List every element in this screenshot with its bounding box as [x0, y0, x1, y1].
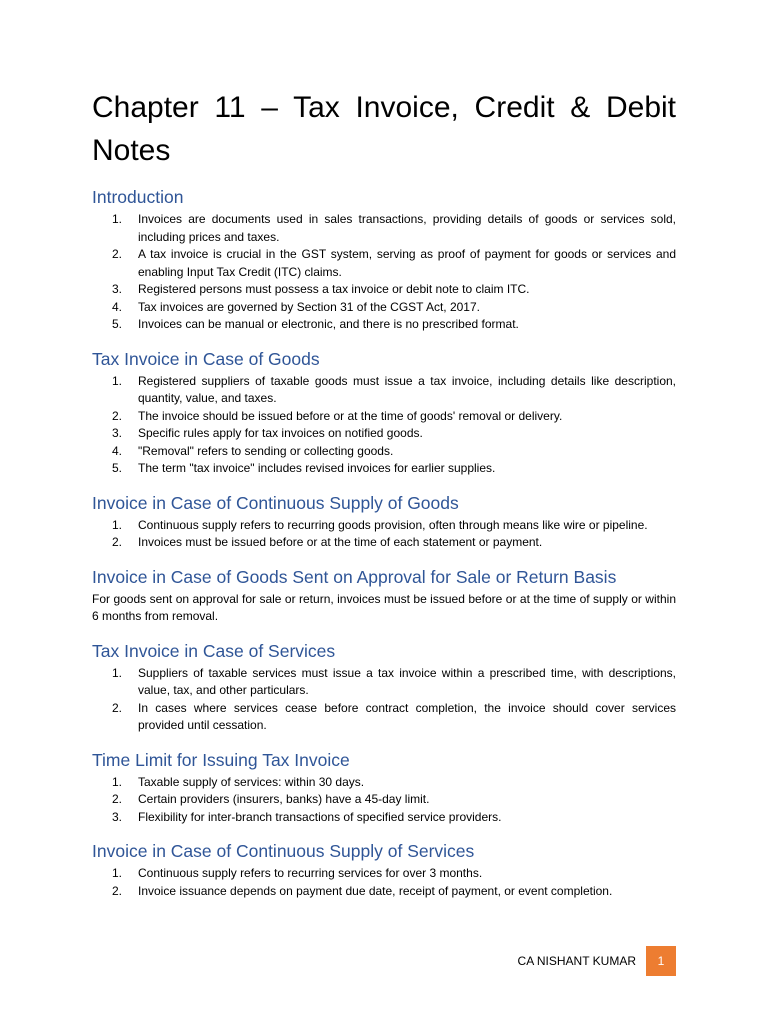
list-item: 4. Tax invoices are governed by Section 31 of the CGST Act, 2017.: [112, 299, 480, 314]
list-item: 2. Invoices must be issued before or at the time of each statement or payment.: [112, 535, 543, 549]
section-heading: Invoice in Case of Continuous Supply of Services: [92, 841, 475, 861]
section-heading: Time Limit for Issuing Tax Invoice: [92, 749, 350, 770]
list-item: 2. In cases where services cease before contract completion, the invoice should cover services provided until cessation.: [112, 700, 676, 732]
list-item: 2. A tax invoice is crucial in the GST system, serving as proof of payment for goods or services and enabling Input Tax Credit (ITC) claims.: [112, 247, 676, 279]
numbered-list: [92, 774, 676, 827]
numbered-list: [92, 665, 676, 735]
list-item: 2. The invoice should be issued before or at the time of goods' removal or delivery.: [112, 408, 563, 423]
list-item: 1. Continuous supply refers to recurring goods provision, often through means like wire or pipeline.: [112, 517, 648, 532]
section-paragraph: For goods sent on approval for sale or return, invoices must be issued before or at the time of supply or within 6 months from removal.: [92, 591, 676, 623]
list-item: 1. Registered suppliers of taxable goods must issue a tax invoice, including details like description, quantity, value, and taxes.: [112, 373, 676, 405]
section-continuous-supply-services: [92, 840, 676, 900]
numbered-list: [92, 373, 676, 478]
list-item: 1. Taxable supply of services: within 30 days.: [112, 774, 365, 789]
list-item: 3. Specific rules apply for tax invoices on notified goods.: [112, 426, 423, 440]
page-number: 1: [646, 946, 676, 976]
numbered-list: [92, 517, 676, 552]
section-continuous-supply-goods: [92, 492, 676, 552]
section-approval-sale-return: [92, 566, 676, 626]
list-item: 3. Registered persons must possess a tax invoice or debit note to claim ITC.: [112, 282, 530, 296]
section-tax-invoice-services: [92, 640, 676, 735]
list-item: 2. Certain providers (insurers, banks) have a 45-day limit.: [112, 792, 430, 806]
section-introduction: [92, 186, 676, 334]
list-item: 5. Invoices can be manual or electronic, and there is no prescribed format.: [112, 317, 519, 331]
section-tax-invoice-goods: [92, 348, 676, 478]
section-heading: Invoice in Case of Continuous Supply of Goods: [92, 492, 459, 513]
section-time-limit: [92, 749, 676, 827]
chapter-title: Chapter 11 – Tax Invoice, Credit & Debit Notes: [92, 91, 676, 167]
page-content: [92, 86, 676, 900]
list-item: 4. "Removal" refers to sending or collecting goods.: [112, 443, 394, 458]
numbered-list: [92, 865, 676, 900]
section-heading: Introduction: [92, 187, 184, 207]
page-footer: [518, 946, 676, 976]
footer-author: CA NISHANT KUMAR: [517, 954, 636, 968]
section-heading: Tax Invoice in Case of Services: [92, 640, 336, 661]
list-item: 1. Suppliers of taxable services must issue a tax invoice within a prescribed time, with descriptions, value, tax, and other particulars.: [112, 665, 676, 697]
list-item: 1. Invoices are documents used in sales transactions, providing details of goods or services sold, including prices and taxes.: [112, 212, 676, 244]
numbered-list: [92, 211, 676, 334]
section-heading: Invoice in Case of Goods Sent on Approval for Sale or Return Basis: [92, 566, 617, 587]
list-item: 1. Continuous supply refers to recurring services for over 3 months.: [112, 866, 483, 880]
section-heading: Tax Invoice in Case of Goods: [92, 348, 320, 369]
list-item: 5. The term "tax invoice" includes revised invoices for earlier supplies.: [112, 461, 496, 475]
list-item: 3. Flexibility for inter-branch transactions of specified service providers.: [112, 809, 502, 824]
list-item: 2. Invoice issuance depends on payment due date, receipt of payment, or event completion.: [112, 883, 613, 898]
